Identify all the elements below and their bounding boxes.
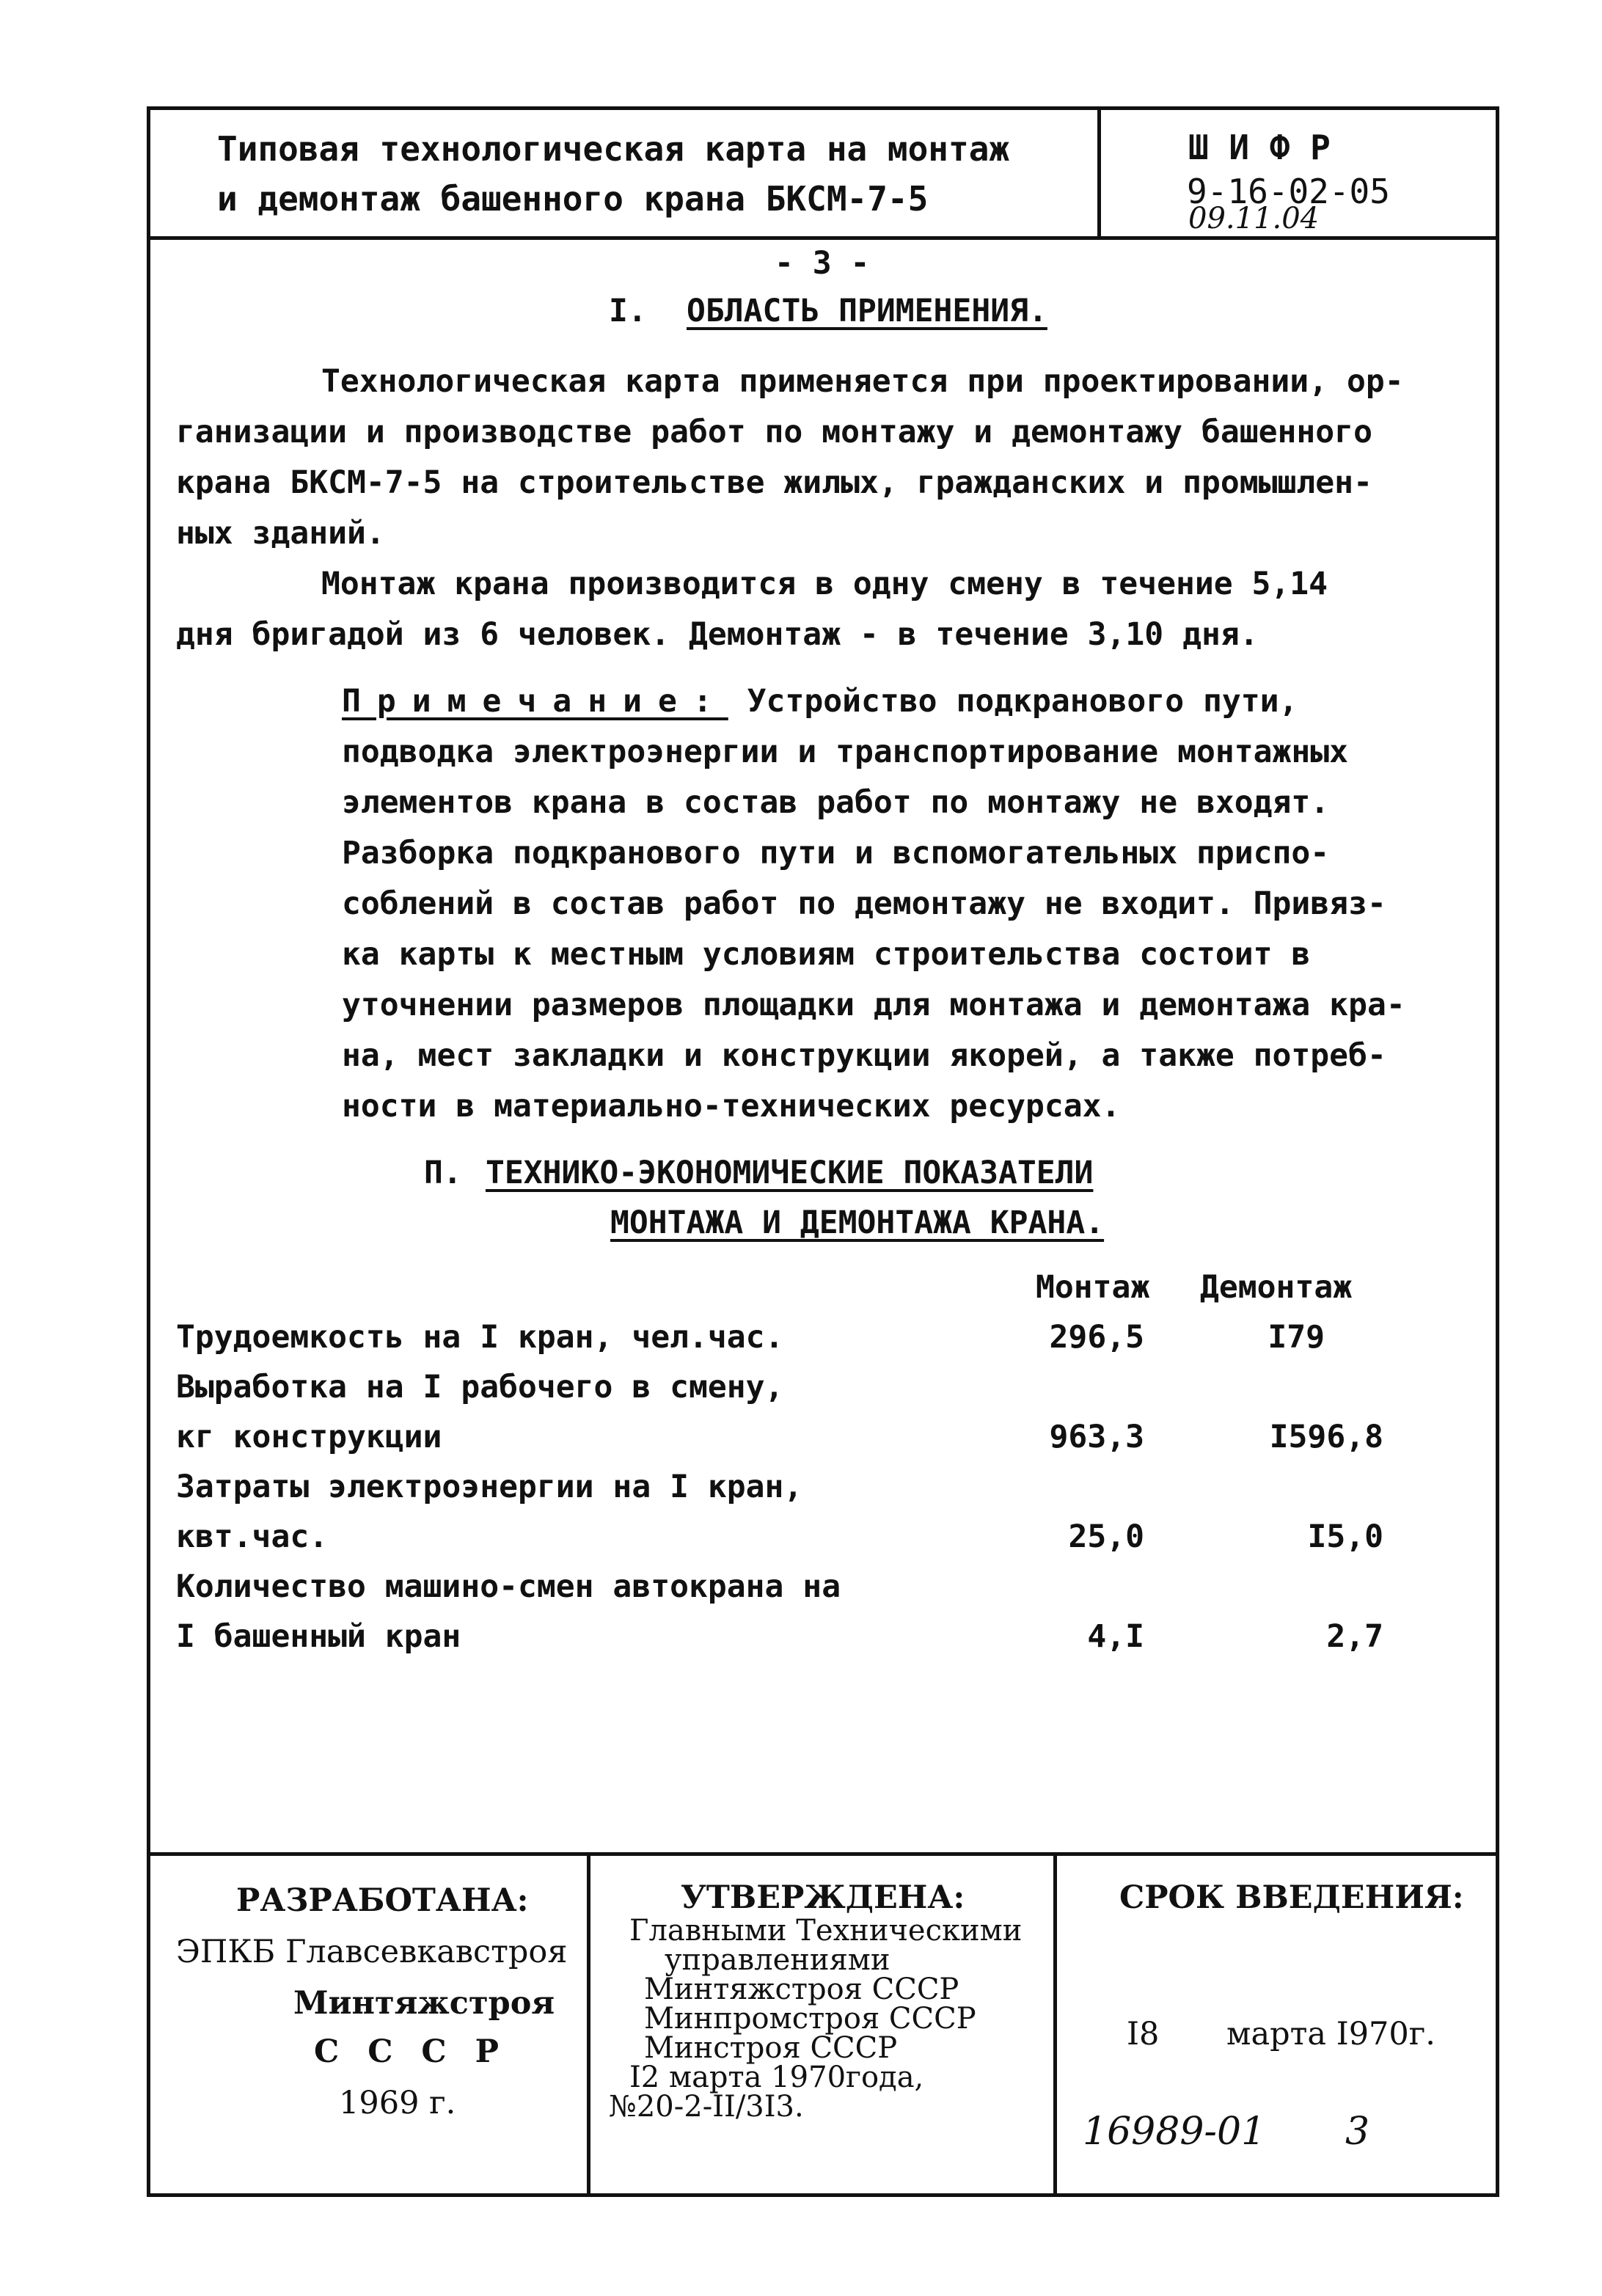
document-title-line2: и демонтаж башенного крана БКСМ-7-5 — [217, 179, 929, 219]
approved-line: Минстроя СССР — [644, 2031, 898, 2065]
note-first-text: Устройство подкранового пути, — [747, 683, 1298, 720]
note-line: ка карты к местным условиям строительства состоит в — [342, 936, 1311, 973]
indicator-label: Трудоемкость на I кран, чел.час. — [176, 1319, 784, 1356]
paragraph-line: Технологическая карта применяется при проектировании, ор- — [321, 363, 1404, 400]
section1-paragraph1 — [176, 357, 1404, 559]
document-title-line1: Типовая технологическая карта на монтаж — [217, 129, 1010, 169]
mount-value: 296,5 — [1049, 1319, 1144, 1356]
paragraph-line: ганизации и производстве работ по монтажу и демонтажу башенного — [176, 414, 1372, 450]
handwritten-page: 3 — [1345, 2110, 1370, 2154]
footer-divider-left — [587, 1852, 590, 2197]
section2-number: П. — [424, 1155, 462, 1191]
mount-value: 4,I — [1087, 1618, 1144, 1655]
header-vertical-divider — [1097, 106, 1101, 238]
paragraph-line: Монтаж крана производится в одну смену в течение 5,14 — [321, 566, 1328, 602]
indicator-label-cont: I башенный кран — [176, 1618, 461, 1655]
note-first-line — [342, 676, 1405, 727]
approved-label: УТВЕРЖДЕНА: — [681, 1879, 965, 1916]
dismount-value: I596,8 — [1269, 1419, 1383, 1455]
note-label: Примечание: — [342, 683, 728, 720]
developed-line4: 1969 г. — [339, 2085, 456, 2121]
section1-title: ОБЛАСТЬ ПРИМЕНЕНИЯ. — [687, 293, 1047, 329]
footer-divider-right — [1053, 1852, 1057, 2197]
cipher-code: 9-16-02-05 — [1187, 172, 1390, 211]
section2-title-line1: ТЕХНИКО-ЭКОНОМИЧЕСКИЕ ПОКАЗАТЕЛИ — [486, 1155, 1094, 1191]
approved-line: Минтяжстроя СССР — [644, 1973, 959, 2006]
section1-number: I. — [609, 293, 647, 329]
footer-divider — [147, 1852, 1499, 1856]
term-label: СРОК ВВЕДЕНИЯ: — [1119, 1879, 1464, 1916]
handwritten-number: 16989-01 — [1083, 2110, 1266, 2154]
dismount-value: I5,0 — [1307, 1518, 1383, 1555]
handwritten-date: 09.11.04 — [1188, 202, 1320, 235]
approved-line: управлениями — [665, 1943, 890, 1977]
page-number: - 3 - — [775, 245, 870, 282]
developed-line3: С С С Р — [314, 2033, 508, 2070]
note-line: подводка электроэнергии и транспортирование монтажных — [342, 734, 1349, 770]
header-divider — [147, 236, 1499, 240]
section1-paragraph2 — [176, 559, 1328, 660]
indicator-label: Затраты электроэнергии на I кран, — [176, 1469, 803, 1505]
dismount-value: I79 — [1268, 1319, 1325, 1356]
cipher-label: Ш И Ф Р — [1188, 128, 1331, 167]
indicator-label: Выработка на I рабочего в смену, — [176, 1369, 784, 1405]
term-month-year: марта I970г. — [1226, 2016, 1435, 2052]
approved-line: I2 марта 1970года, — [629, 2061, 924, 2094]
note-line: соблений в состав работ по демонтажу не входит. Привяз- — [342, 885, 1386, 922]
approved-line: №20-2-II/3I3. — [609, 2090, 804, 2124]
developed-line1: ЭПКБ Главсевкавстроя — [176, 1934, 568, 1970]
note-line: ности в материально-технических ресурсах. — [342, 1088, 1121, 1125]
paragraph-line: дня бригадой из 6 человек. Демонтаж - в течение 3,10 дня. — [176, 616, 1259, 653]
mount-value: 963,3 — [1049, 1419, 1144, 1455]
mount-value: 25,0 — [1068, 1518, 1144, 1555]
note-line: на, мест закладки и конструкции якорей, а также потреб- — [342, 1037, 1386, 1074]
paragraph-line: крана БКСМ-7-5 на строительстве жилых, гражданских и промышлен- — [176, 464, 1372, 501]
column-header-dismount: Демонтаж — [1200, 1269, 1353, 1306]
dismount-value: 2,7 — [1326, 1618, 1383, 1655]
note-line: уточнении размеров площадки для монтажа и демонтажа кра- — [342, 987, 1405, 1023]
indicator-label-cont: квт.час. — [176, 1518, 329, 1555]
column-header-mount: Монтаж — [1036, 1269, 1150, 1306]
approved-line: Главными Техническими — [629, 1914, 1023, 1948]
indicator-label-cont: кг конструкции — [176, 1419, 442, 1455]
developed-line2: Минтяжстроя — [293, 1985, 555, 2022]
note-block — [342, 676, 1405, 1132]
developed-label: РАЗРАБОТАНА: — [236, 1882, 529, 1919]
term-day: I8 — [1127, 2016, 1160, 2052]
note-line: Разборка подкранового пути и вспомогательных приспо- — [342, 835, 1330, 871]
section2-title-line2: МОНТАЖА И ДЕМОНТАЖА КРАНА. — [610, 1204, 1105, 1241]
note-line: элементов крана в состав работ по монтажу не входят. — [342, 784, 1330, 821]
indicator-label: Количество машино-смен автокрана на — [176, 1568, 841, 1605]
approved-line: Минпромстроя СССР — [644, 2002, 976, 2036]
paragraph-line: ных зданий. — [176, 515, 385, 552]
